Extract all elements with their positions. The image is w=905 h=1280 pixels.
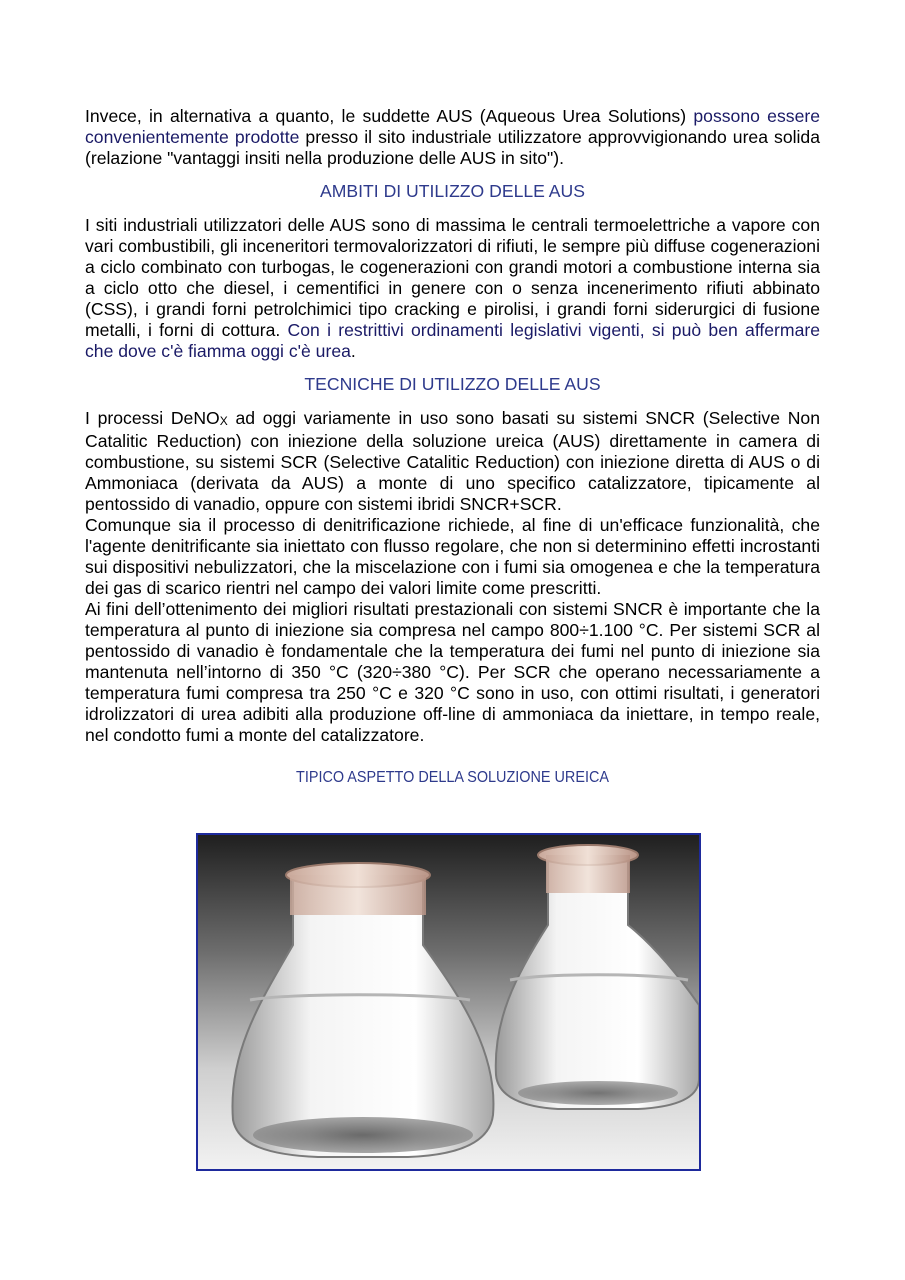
deno-subscript: X: [219, 414, 228, 428]
tecniche-text-1: ad oggi variamente in uso sono basati su sistemi SNCR (Selective Non Catalitic Reduction) con iniezione della soluzione ureica (AUS) direttamente in camera di combustione, su sistemi SCR (Selective Catalitic Reduction) con iniezione diretta di AUS o di Ammoniaca (derivata da AUS) a monte di uno specifico catalizzatore, tipicamente al pentossido di vanadio, oppure con sistemi ibridi SNCR+SCR.: [85, 408, 820, 514]
deno-text: I processi DeNO: [85, 408, 220, 428]
ambiti-text: I siti industriali utilizzatori delle AUS sono di massima le centrali termoelettriche a vapore con vari combustibili, gli inceneritori termovalorizzatori di rifiuti, le sempre più diffuse cogenerazioni a ciclo combinato con turbogas, le cogenerazioni con grandi motori a combustione interna sia a ciclo otto che diesel, i cementifici in genere con o senza incenerimento rifiuti abbinato (CSS), i grandi forni petrolchimici tipo cracking e pirolisi, i grandi forni siderurgici di fusione metalli, i forni di cottura.: [85, 215, 820, 340]
tecniche-paragraph-1: [85, 408, 820, 515]
ambiti-paragraph: [85, 215, 820, 362]
intro-text: Invece, in alternativa a quanto, le suddette AUS (Aqueous Urea Solutions): [85, 106, 694, 126]
flasks-image: [198, 835, 699, 1169]
intro-text-end: presso il sito industriale utilizzatore approvvigionando urea solida (relazione "vantaggi insiti nella produzione delle AUS in sito").: [85, 127, 820, 168]
section-heading-tecniche: TECNICHE DI UTILIZZO DELLE AUS: [304, 374, 601, 394]
tecniche-paragraph-2: Comunque sia il processo di denitrificazione richiede, al fine di un'efficace funzionalità, che l'agente denitrificante sia iniettato con flusso regolare, che non si determinino effetti incrostanti sui dispositivi nebulizzatori, che la miscelazione con i fumi sia omogenea e che la temperatura dei gas di scarico rientri nel campo dei valori limite come prescritti.: [85, 515, 820, 598]
flasks-photo: [196, 833, 701, 1171]
tecniche-paragraph-3: Ai fini dell’ottenimento dei migliori risultati prestazionali con sistemi SNCR è importante che la temperatura al punto di iniezione sia compresa nel campo 800÷1.100 °C. Per sistemi SCR al pentossido di vanadio è fondamentale che la temperatura dei fumi nel punto di iniezione sia mantenuta nell’intorno di 350 °C (320÷380 °C). Per SCR che operano necessariamente a temperatura fumi compresa tra 250 °C e 320 °C sono in uso, con ottimi risultati, i generatori idrolizzatori di urea adibiti alla produzione off-line di ammoniaca da iniettare, in tempo reale, nel condotto fumi a monte del catalizzatore.: [85, 599, 820, 745]
document-page: [85, 106, 820, 788]
figure-caption: TIPICO ASPETTO DELLA SOLUZIONE UREICA: [296, 769, 609, 786]
section-heading-ambiti: AMBITI DI UTILIZZO DELLE AUS: [320, 181, 585, 201]
ambiti-highlight: Con i restrittivi ordinamenti legislativi vigenti, si può ben affermare che dove c'è fiamma oggi c'è urea: [85, 320, 821, 361]
intro-highlight: possono essere convenientemente prodotte: [85, 106, 820, 147]
ambiti-end: .: [350, 341, 356, 361]
intro-paragraph: [85, 106, 820, 169]
